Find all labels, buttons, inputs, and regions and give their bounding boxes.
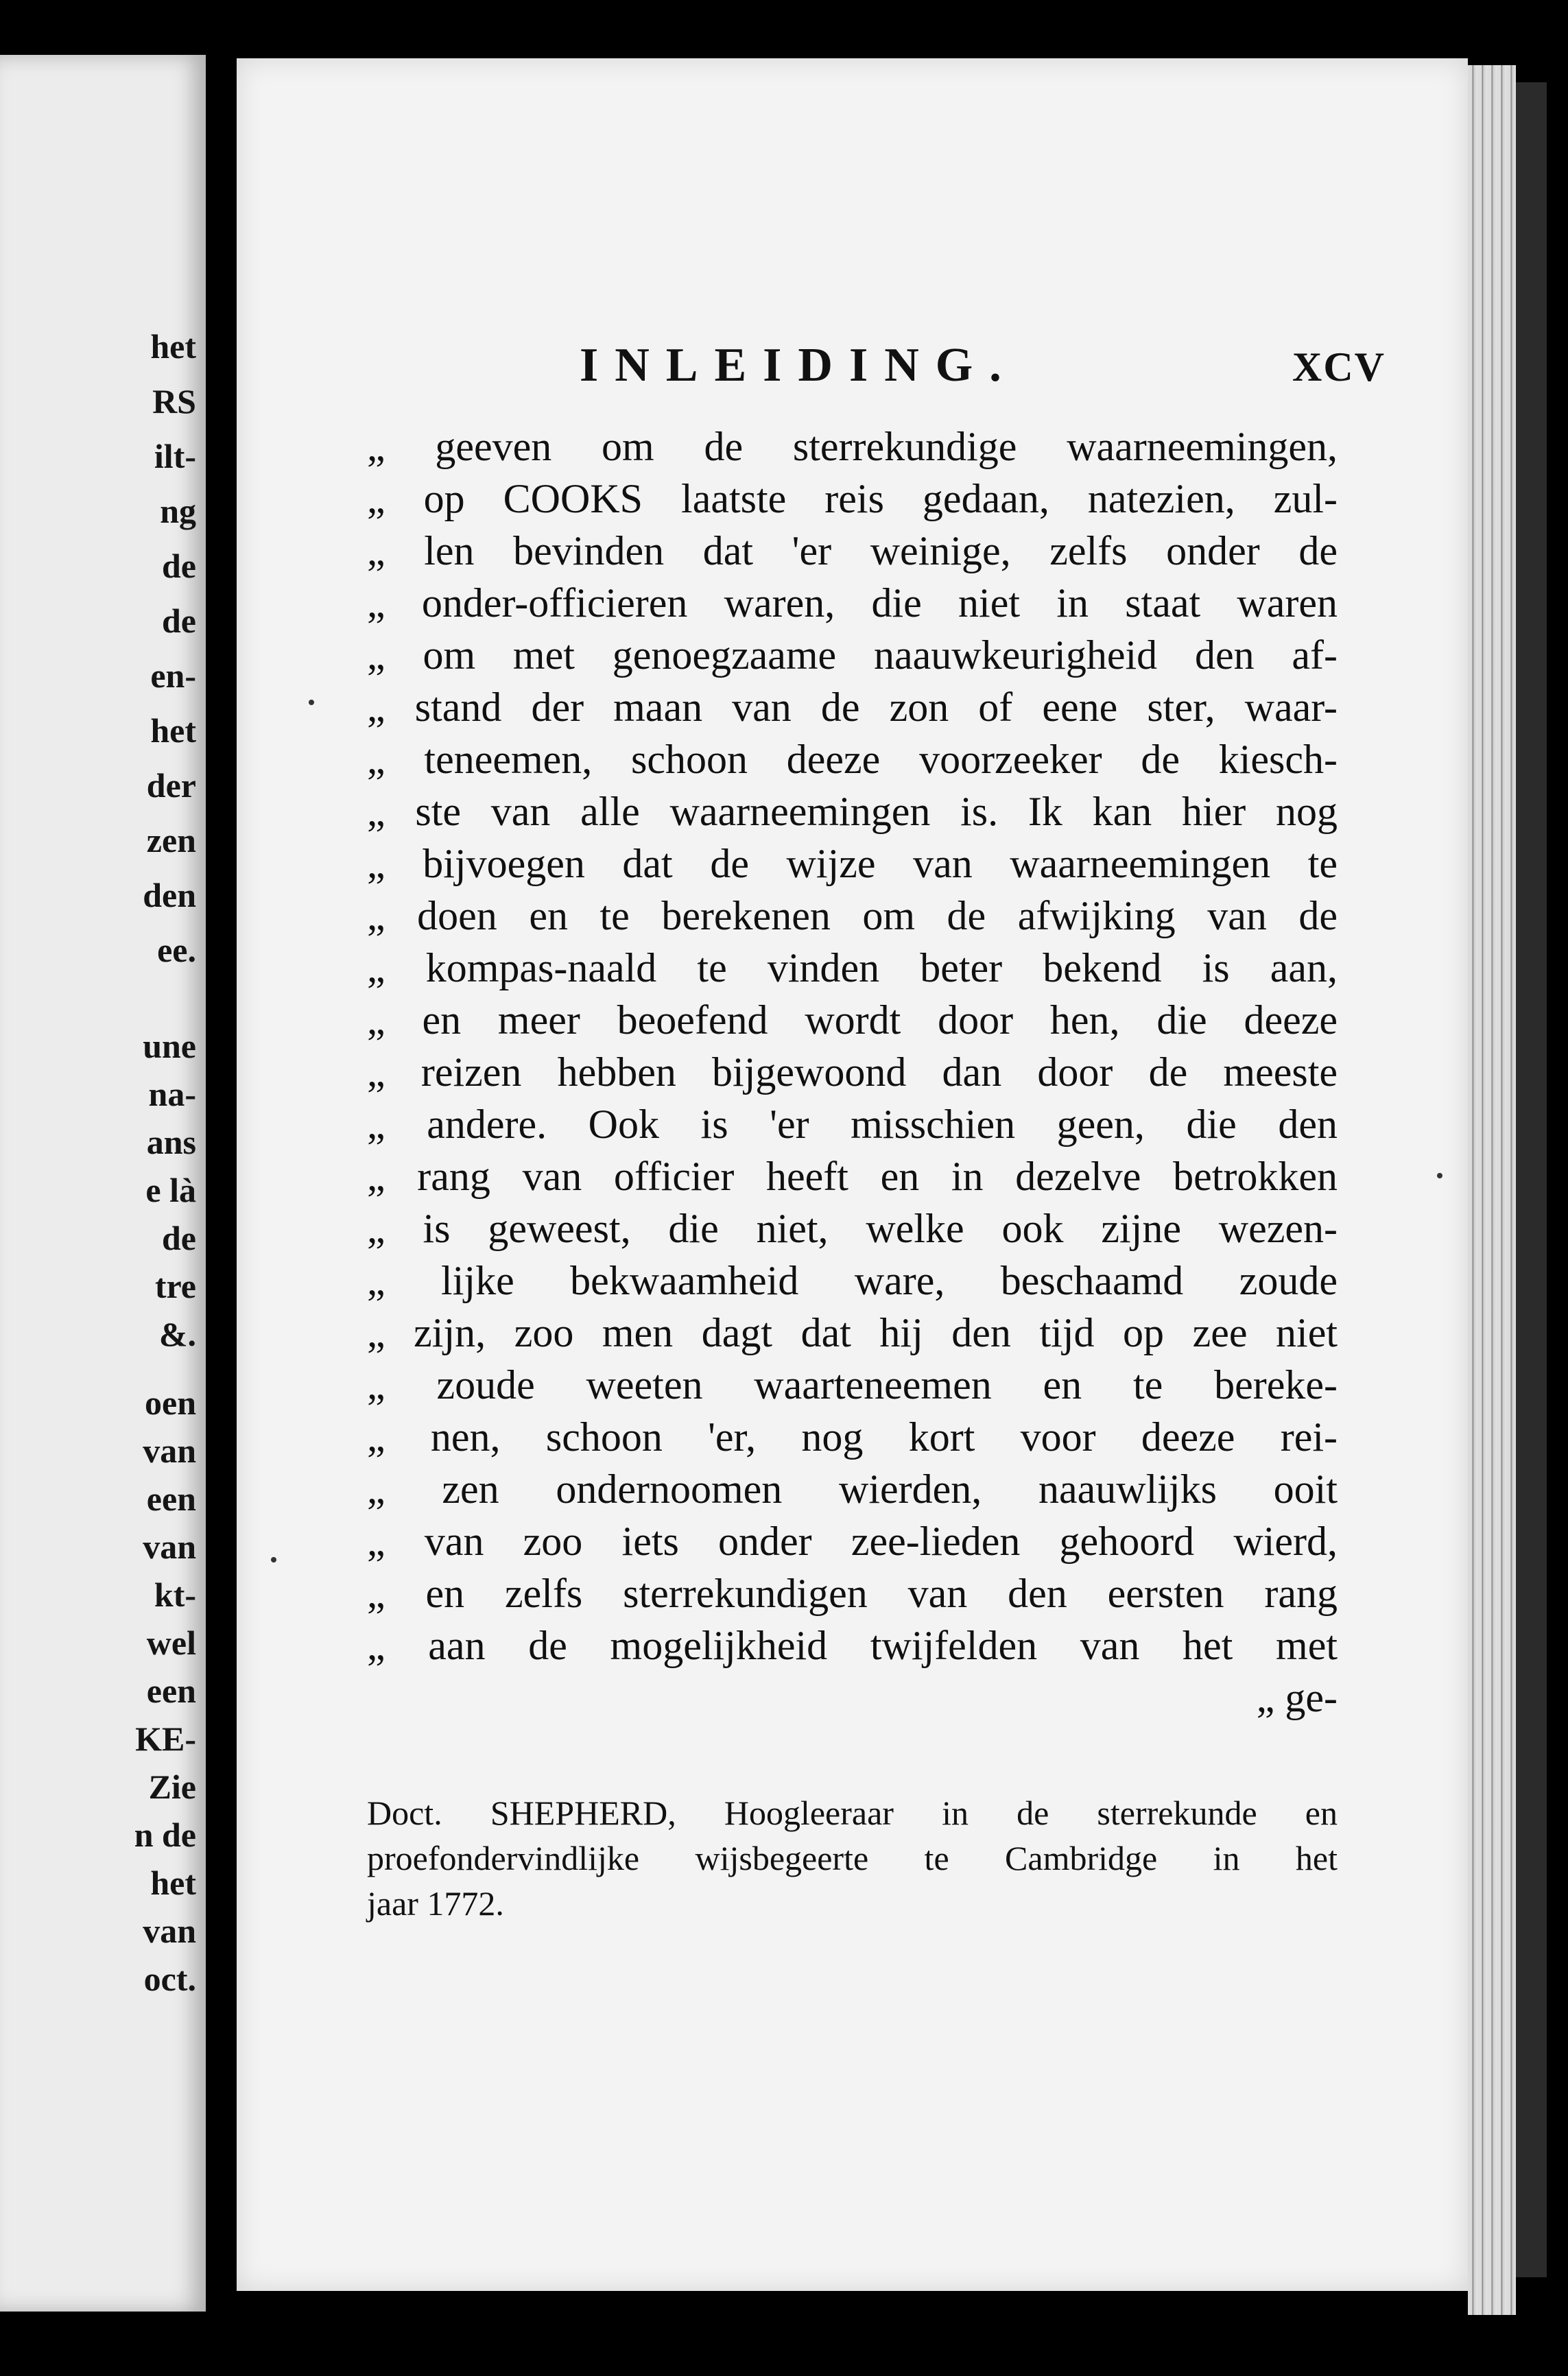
text-line: „ en zelfs sterrekundigen van den eersten rang	[367, 1571, 1338, 1616]
facing-page-text-fragment: van	[143, 1431, 196, 1470]
text-line: „ is geweest, die niet, welke ook zijne wezen-	[367, 1206, 1338, 1251]
book-page	[237, 58, 1468, 2291]
page-number: XCV	[1292, 344, 1386, 390]
text-line: „ andere. Ook is 'er misschien geen, die den	[367, 1102, 1338, 1147]
facing-page-text-fragment: Zie	[148, 1768, 196, 1806]
facing-page-text-fragment: n de	[134, 1816, 196, 1854]
text-line: „ kompas-naald te vinden beter bekend is aan,	[367, 945, 1338, 990]
facing-page-text-fragment: de	[162, 547, 196, 585]
facing-page-text-fragment: une	[143, 1027, 196, 1065]
facing-page-text-fragment: van	[143, 1912, 196, 1950]
text-line: „ reizen hebben bijgewoond dan door de meeste	[367, 1049, 1338, 1095]
facing-page-text-fragment: de	[162, 1219, 196, 1257]
ink-speck	[1437, 1173, 1442, 1178]
ink-speck	[271, 1557, 276, 1563]
facing-page-text-fragment: oct.	[143, 1960, 196, 1998]
running-title: INLEIDING.	[580, 339, 1018, 392]
footnote-line: Doct. SHEPHERD, Hoogleeraar in de sterrekunde en	[367, 1794, 1338, 1832]
book-spine-shadow	[1512, 82, 1547, 2277]
facing-page-text-fragment: het	[150, 1864, 196, 1902]
facing-page-text-fragment: van	[143, 1528, 196, 1566]
text-line: „ onder-officieren waren, die niet in staat waren	[367, 580, 1338, 626]
facing-page-text-fragment: e là	[145, 1171, 196, 1209]
facing-page-text-fragment: der	[146, 766, 196, 805]
page-header	[237, 338, 1468, 393]
text-line: „ doen en te berekenen om de afwijking van de	[367, 893, 1338, 938]
text-line: „ bijvoegen dat de wijze van waarneemingen te	[367, 841, 1338, 886]
text-line: „ nen, schoon 'er, nog kort voor deeze rei-	[367, 1414, 1338, 1460]
ink-speck	[309, 700, 314, 705]
text-line: „ van zoo iets onder zee-lieden gehoord wierd,	[367, 1519, 1338, 1564]
text-line: „ teneemen, schoon deeze voorzeeker de kiesch-	[367, 737, 1338, 782]
facing-page-fragment	[0, 55, 206, 2312]
facing-page-text-fragment: een	[146, 1480, 196, 1518]
facing-page-text-fragment: kt-	[154, 1576, 196, 1614]
text-line: „ rang van officier heeft en in dezelve betrokken	[367, 1154, 1338, 1199]
facing-page-text-fragment: het	[150, 327, 196, 366]
text-line: „ aan de mogelijkheid twijfelden van het met	[367, 1623, 1338, 1668]
facing-page-text-fragment: ng	[160, 492, 196, 530]
text-line: „ len bevinden dat 'er weinige, zelfs onder de	[367, 528, 1338, 573]
facing-page-text-fragment: den	[143, 876, 196, 914]
facing-page-text-fragment: zen	[146, 821, 196, 859]
footnote-line: jaar 1772.	[367, 1884, 504, 1923]
text-line: „ zen ondernoomen wierden, naauwlijks ooit	[367, 1466, 1338, 1512]
facing-page-text-fragment: ans	[146, 1123, 196, 1161]
body-text	[367, 420, 1338, 1724]
text-line: „ zijn, zoo men dagt dat hij den tijd op zee niet	[367, 1310, 1338, 1355]
footnote-line: proefondervindlijke wijsbegeerte te Cambridge in het	[367, 1839, 1338, 1877]
facing-page-text-fragment: tre	[154, 1267, 196, 1305]
facing-page-text-fragment: een	[146, 1672, 196, 1710]
text-line: „ stand der maan van de zon of eene ster, waar-	[367, 685, 1338, 730]
text-line: „ ste van alle waarneemingen is. Ik kan hier nog	[367, 789, 1338, 834]
facing-page-text-fragment: en-	[150, 656, 196, 695]
page-edges	[1468, 65, 1516, 2315]
text-line: „ en meer beoefend wordt door hen, die deeze	[367, 997, 1338, 1043]
facing-page-text-fragment: ilt-	[154, 437, 196, 475]
facing-page-text-fragment: na-	[148, 1075, 196, 1113]
facing-page-text-fragment: ee.	[157, 931, 196, 969]
facing-page-text-fragment: het	[150, 711, 196, 750]
facing-page-text-fragment: KE-	[135, 1720, 196, 1758]
text-line: „ om met genoegzaame naauwkeurigheid den af-	[367, 632, 1338, 678]
text-line: „ lijke bekwaamheid ware, beschaamd zoude	[367, 1258, 1338, 1303]
footnote	[367, 1790, 1338, 1926]
facing-page-text-fragment: wel	[146, 1624, 196, 1662]
text-line: „ op COOKS laatste reis gedaan, natezien, zul-	[367, 476, 1338, 521]
catchword: „ ge-	[1256, 1675, 1338, 1720]
facing-page-text-fragment: &.	[158, 1315, 196, 1353]
text-line: „ zoude weeten waarteneemen en te bereke-	[367, 1362, 1338, 1407]
facing-page-text-fragment: de	[162, 602, 196, 640]
facing-page-text-fragment: RS	[152, 382, 196, 420]
facing-page-text-fragment: oen	[145, 1383, 196, 1422]
text-line: „ geeven om de sterrekundige waarneemingen,	[367, 424, 1338, 469]
